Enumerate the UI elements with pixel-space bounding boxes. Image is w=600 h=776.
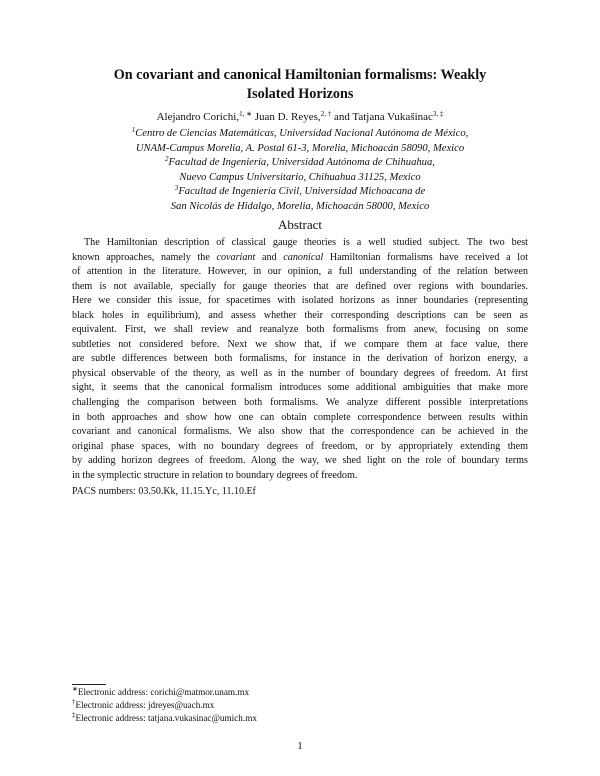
affiliation-2-line-2: Nuevo Campus Universitario, Chihuahua 31125, Mexico bbox=[179, 171, 421, 183]
author-1-marker: 1, ∗ bbox=[239, 110, 252, 118]
abstract-line: sight, it seems that the canonical formalism introduces some additional ambiguities that make more bbox=[72, 382, 528, 394]
emphasis-covariant: covariant bbox=[216, 251, 256, 263]
affiliation-1-marker: 1 bbox=[131, 126, 136, 134]
abstract-line: equivalent. First, we shall review and reanalyze both formalisms from anew, focusing on some bbox=[72, 324, 528, 336]
affiliation-3-line-2: San Nicolás de Hidalgo, Morelia, Michoacán 58000, Mexico bbox=[170, 200, 430, 212]
abstract-line: subtleties not considered before. Next we show that, if we compare them at face value, there bbox=[72, 338, 528, 350]
author-conjunction: and bbox=[333, 111, 350, 123]
emphasis-canonical: canonical bbox=[283, 251, 324, 263]
affiliation-1-line-2: UNAM-Campus Morelia, A. Postal 61-3, Morelia, Michoacán 58090, Mexico bbox=[135, 142, 465, 154]
affiliations bbox=[60, 127, 540, 215]
author-3: Tatjana Vukašinac bbox=[352, 111, 433, 123]
affiliation-2-marker: 2 bbox=[165, 155, 169, 164]
footnote-marker: † bbox=[72, 698, 76, 706]
abstract-line: in both approaches and show how one can obtain complete correspondence between results within bbox=[72, 411, 528, 423]
abstract-heading: Abstract bbox=[277, 217, 323, 232]
abstract-line: by adding horizon degrees of freedom. Along the way, we shed light on the role of boundary terms bbox=[72, 455, 528, 467]
author-2: Juan D. Reyes, bbox=[254, 111, 321, 123]
affiliation-3-marker: 3 bbox=[174, 184, 179, 193]
abstract-line: are subtle differences between both formalisms, for instance in the derivation of horizon energy, a bbox=[72, 353, 528, 365]
footnote: ‡Electronic address: tatjana.vukasinac@umich.mx bbox=[72, 711, 257, 723]
page-number: 1 bbox=[297, 740, 303, 752]
abstract-line: The Hamiltonian description of classical gauge theories is a well studied subject. The two best bbox=[84, 237, 528, 248]
abstract-line: black holes in equilibrium), and assess whether their corresponding descriptions can be seen as bbox=[72, 309, 528, 321]
title-line-2: Isolated Horizons bbox=[246, 86, 354, 102]
footnote: †Electronic address: jdreyes@uach.mx bbox=[72, 698, 215, 710]
abstract-line: physical observable of the theory, as well as in the number of boundary degrees of freedom. At first bbox=[72, 367, 528, 379]
affiliation-3-line-1: $^3$Facultad de Ingeniería Civil, Universidad Michoacana de bbox=[174, 184, 426, 198]
author-2-marker: 2, † bbox=[320, 110, 332, 118]
affiliation-2-line-1: $^2$Facultad de Ingeniería, Universidad Autónoma de Chihuahua, bbox=[165, 155, 435, 169]
abstract-line: Here we consider this issue, for spacetimes with isolated horizons as inner boundaries (representing bbox=[72, 295, 528, 307]
abstract-body bbox=[72, 236, 528, 483]
author-1: Alejandro Corichi, bbox=[156, 111, 240, 123]
footnote: ∗Electronic address: corichi@matmor.unam.mx bbox=[72, 685, 250, 697]
footnote-marker: ‡ bbox=[72, 711, 76, 719]
abstract-line: in the symplectic structure in relation to boundary degrees of freedom. bbox=[72, 469, 358, 481]
abstract-line: challenging the comparison between both formalisms. We analyze different possible interpretations bbox=[72, 397, 528, 409]
affiliation-1-line-1: $^1$Centro de Ciencias Matemáticas, Universidad Nacional Autónoma de México, bbox=[131, 126, 469, 139]
paper-title bbox=[60, 66, 540, 104]
abstract-line: of attention in the literature. However, in our opinion, a full understanding of the relation between bbox=[72, 266, 528, 278]
abstract-line: covariant and canonical formalisms. We also show that the correspondence can be achieved in the bbox=[72, 426, 528, 438]
abstract-line: original phase spaces, with no boundary degrees of freedom, or by appropriately extending them bbox=[72, 440, 528, 452]
pacs-numbers: PACS numbers: 03.50.Kk, 11.15.Yc, 11.10.Ef bbox=[72, 486, 256, 497]
footnote-marker: ∗ bbox=[72, 685, 78, 693]
author-3-marker: 3, ‡ bbox=[432, 110, 444, 118]
title-line-1: On covariant and canonical Hamiltonian formalisms: Weakly bbox=[113, 67, 487, 83]
abstract-line: them is not available, specially for gauge theories that are defined over regions with boundaries. bbox=[72, 280, 528, 292]
footnotes bbox=[72, 686, 257, 725]
author-list bbox=[60, 111, 540, 123]
abstract-line: known approaches, namely the covariant and canonical Hamiltonian formalisms have received a lot bbox=[72, 251, 528, 263]
